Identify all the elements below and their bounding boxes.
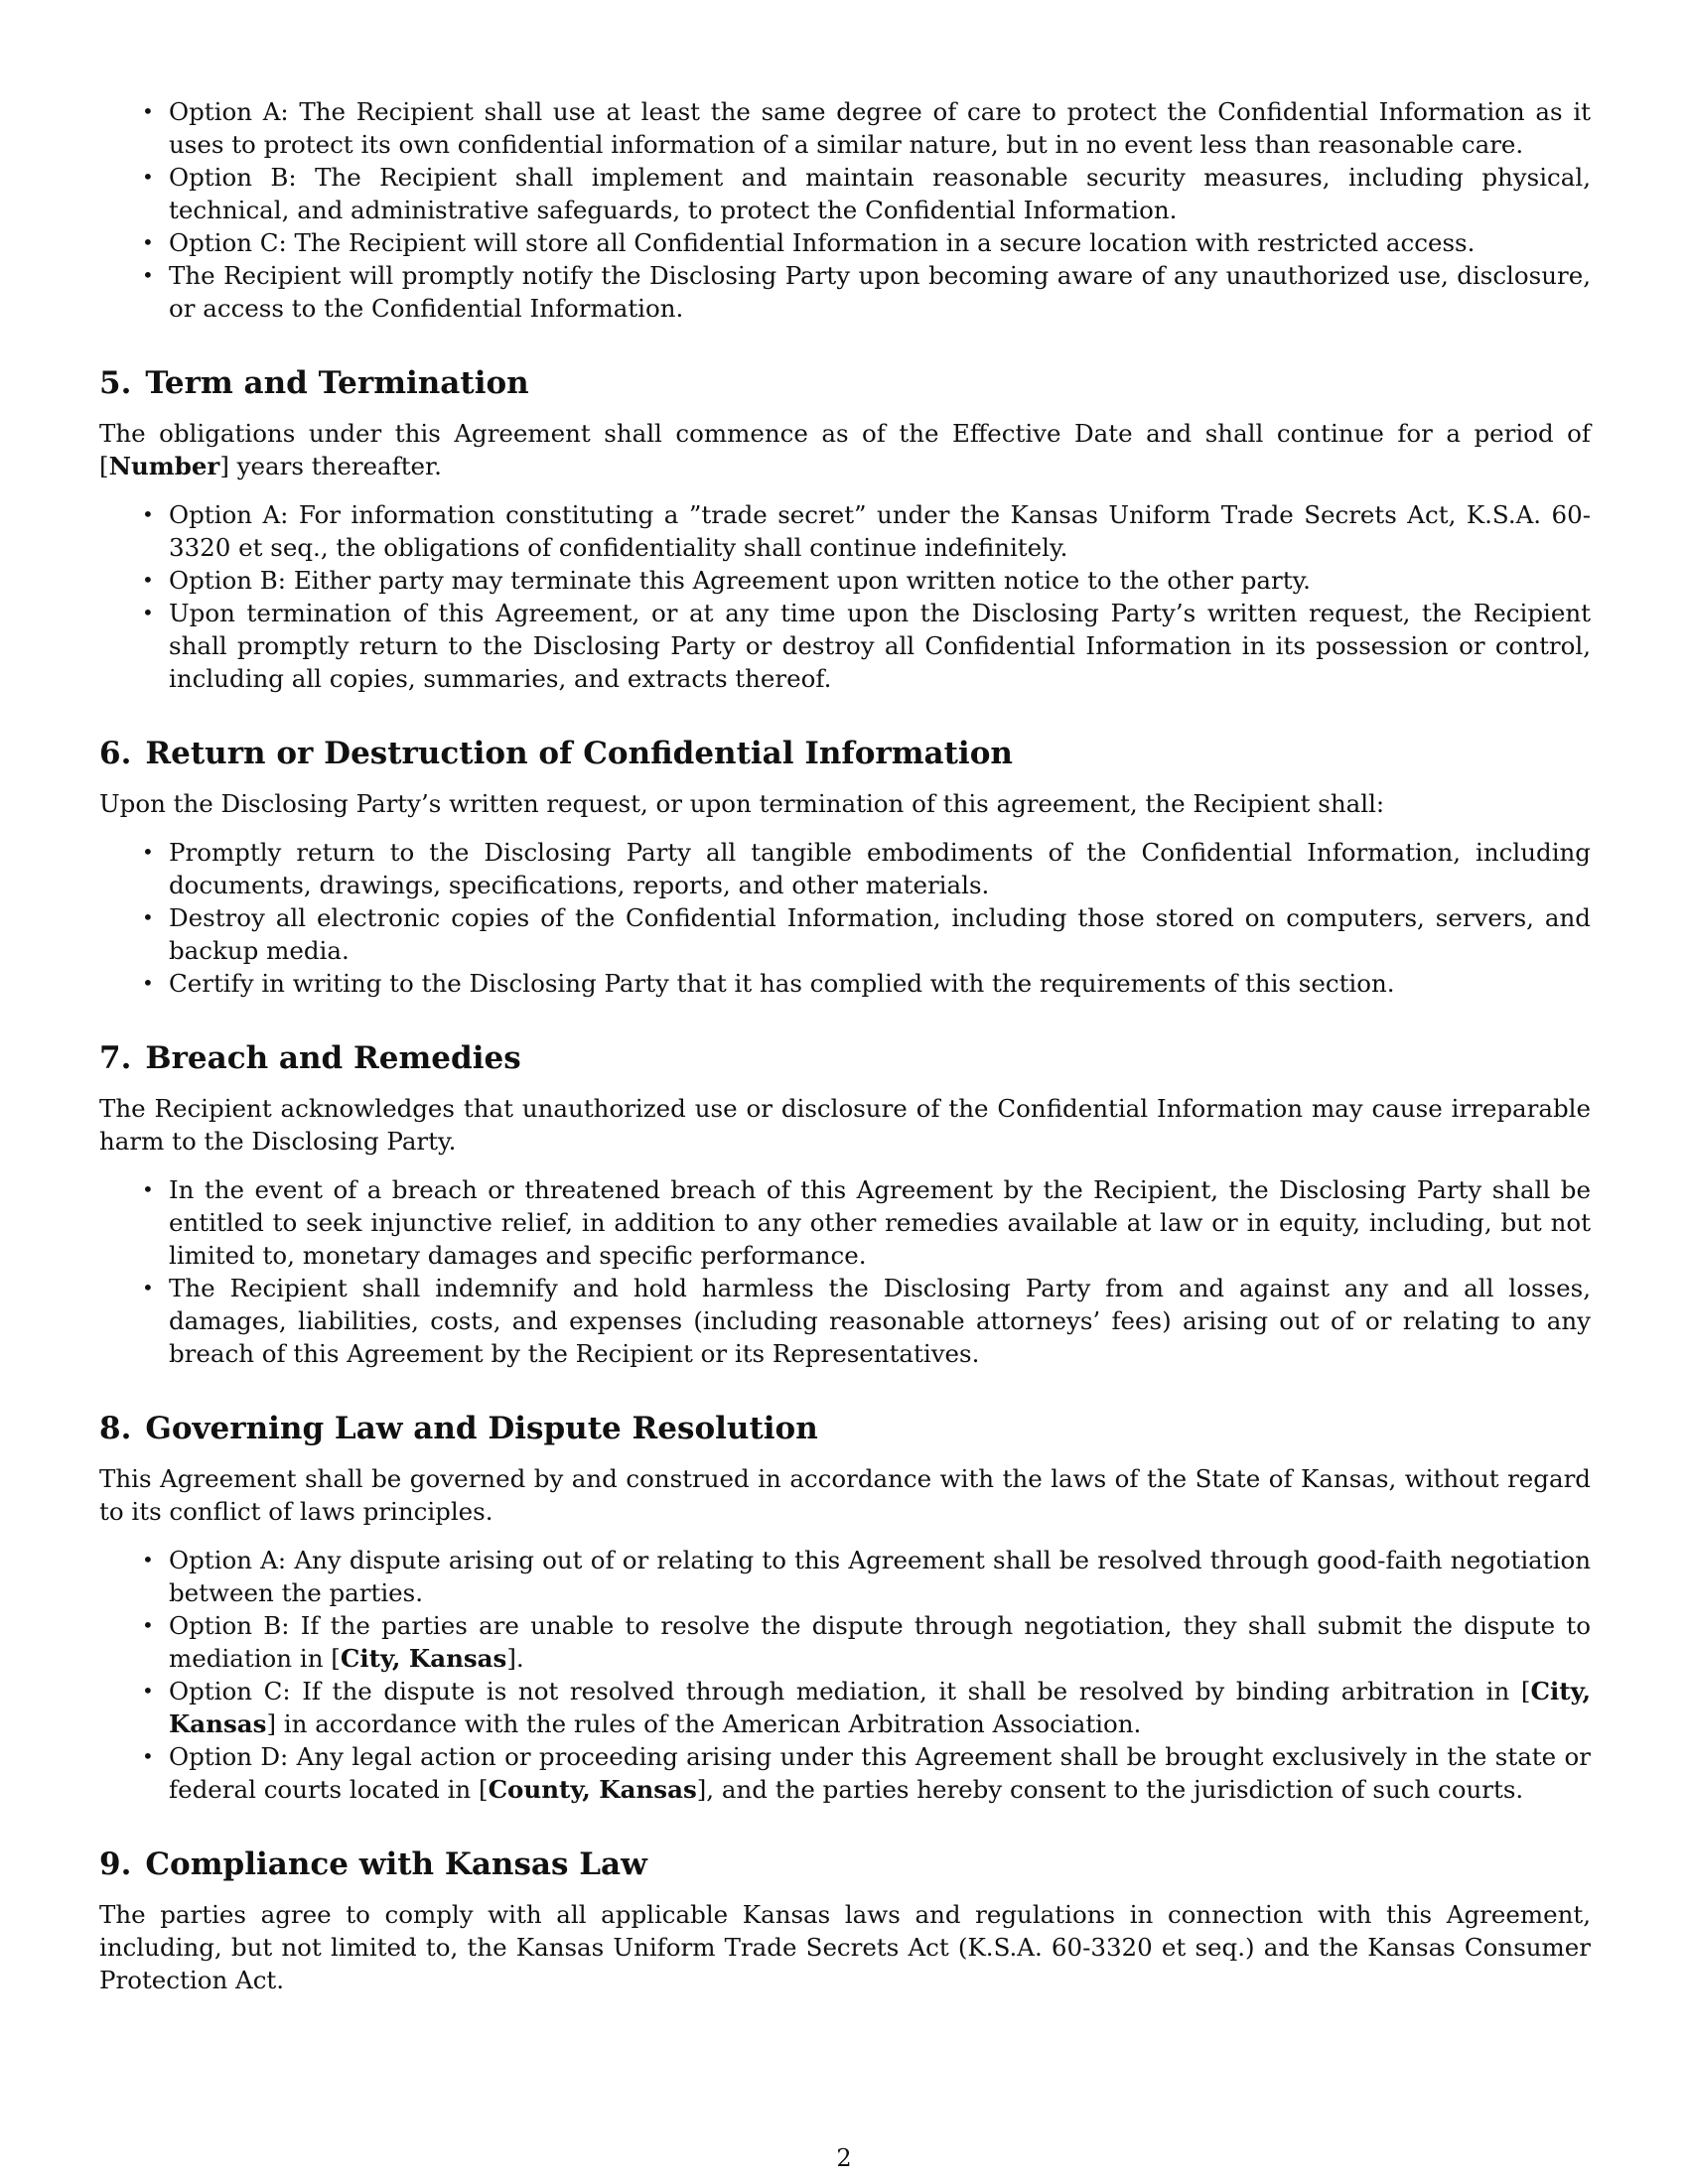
- section-term-termination: [99, 363, 1591, 695]
- list-item: [169, 1675, 1591, 1740]
- list-item: [169, 1609, 1591, 1675]
- termination-options-list: [99, 498, 1591, 695]
- section-number: 5.: [99, 365, 132, 401]
- list-item: • In the event of a breach or threatened breach of this Agreement by the Recipient, the Disclosing Party shall be entitled to seek injunctive relief, in addition to any other remedies available at law or in equity, including, but not limited to, monetary damages and specific performance.: [169, 1173, 1591, 1272]
- section-paragraph: Upon the Disclosing Party’s written request, or upon termination of this agreement, the Recipient shall:: [99, 789, 1385, 818]
- paragraph-text: ] years thereafter.: [219, 452, 442, 480]
- list-item: • Option A: For information constituting a ”trade secret” under the Kansas Uniform Trade Secrets Act, K.S.A. 60-3320 et seq., the obligations of confidentiality shall continue indefinitely.: [169, 498, 1591, 564]
- placeholder-city: City, Kansas: [169, 1677, 1591, 1738]
- list-item: • Destroy all electronic copies of the Confidential Information, including those stored on computers, servers, and backup media.: [169, 901, 1591, 967]
- section-return-destruction: [99, 734, 1591, 1000]
- security-options-list: [99, 95, 1591, 325]
- list-item: [169, 1740, 1591, 1806]
- section-title: Breach and Remedies: [145, 1040, 521, 1076]
- paragraph-text: The obligations under this Agreement shall commence as of the Effective Date and shall continue for a period of [: [99, 419, 1591, 480]
- section-breach-remedies: [99, 1038, 1591, 1370]
- list-item-text: ], and the parties hereby consent to the jurisdiction of such courts.: [696, 1775, 1524, 1804]
- section-heading: [99, 363, 1591, 403]
- section-heading: [99, 1844, 1591, 1884]
- document-page: [99, 95, 1591, 2012]
- page-number: 2: [836, 2144, 852, 2172]
- list-item: • Option B: Either party may terminate this Agreement upon written notice to the other party.: [169, 564, 1591, 597]
- section-title: Compliance with Kansas Law: [145, 1846, 647, 1882]
- return-obligations-list: [99, 836, 1591, 1000]
- list-item: • Option B: The Recipient shall implement and maintain reasonable security measures, including physical, technical, and administrative safeguards, to protect the Confidential Information.: [169, 161, 1591, 226]
- dispute-options-list: [99, 1544, 1591, 1806]
- list-item: • Upon termination of this Agreement, or at any time upon the Disclosing Party’s written request, the Recipient shall promptly return to the Disclosing Party or destroy all Confidential Information in its possession or control, including all copies, summaries, and extracts thereof.: [169, 597, 1591, 695]
- list-item: • Option A: The Recipient shall use at least the same degree of care to protect the Confidential Information as it uses to protect its own confidential information of a similar nature, but in no event less than reasonable care.: [169, 95, 1591, 161]
- section-governing-law: [99, 1409, 1591, 1806]
- section-title: Return or Destruction of Confidential Information: [145, 736, 1013, 771]
- section-heading: [99, 1409, 1591, 1448]
- section-number: 7.: [99, 1040, 132, 1076]
- list-item-text: ] in accordance with the rules of the American Arbitration Association.: [266, 1709, 1142, 1738]
- placeholder-number: Number: [108, 452, 220, 480]
- section-number: 9.: [99, 1846, 132, 1882]
- section-paragraph: The parties agree to comply with all applicable Kansas laws and regulations in connection with this Agreement, including, but not limited to, the Kansas Uniform Trade Secrets Act (K.S.A. 60-3320 et seq.) and the Kansas Consumer Protection Act.: [99, 1900, 1591, 1994]
- list-item-text: Option D: Any legal action or proceeding arising under this Agreement shall be brought exclusively in the state or federal courts located in [: [169, 1742, 1591, 1804]
- placeholder-county: County, Kansas: [488, 1775, 697, 1804]
- list-item: • The Recipient will promptly notify the Disclosing Party upon becoming aware of any unauthorized use, disclosure, or access to the Confidential Information.: [169, 259, 1591, 325]
- section-heading: [99, 1038, 1591, 1078]
- section-paragraph: [99, 417, 1591, 482]
- list-item: • Option C: The Recipient will store all Confidential Information in a secure location with restricted access.: [169, 226, 1591, 259]
- placeholder-city: City, Kansas: [340, 1644, 507, 1673]
- section-title: Term and Termination: [145, 365, 529, 401]
- list-item-text: ].: [506, 1644, 524, 1673]
- section-title: Governing Law and Dispute Resolution: [145, 1411, 818, 1446]
- section-number: 8.: [99, 1411, 132, 1446]
- list-item-text: Option C: If the dispute is not resolved through mediation, it shall be resolved by binding arbitration in [: [169, 1677, 1531, 1706]
- section-paragraph: This Agreement shall be governed by and construed in accordance with the laws of the State of Kansas, without regard to its conflict of laws principles.: [99, 1464, 1591, 1526]
- section-paragraph: The Recipient acknowledges that unauthorized use or disclosure of the Confidential Information may cause irreparable harm to the Disclosing Party.: [99, 1094, 1591, 1156]
- section-heading: [99, 734, 1591, 773]
- section-kansas-compliance: [99, 1844, 1591, 1996]
- list-item: • Option A: Any dispute arising out of or relating to this Agreement shall be resolved through good-faith negotiation between the parties.: [169, 1544, 1591, 1609]
- list-item-text: Option B: If the parties are unable to resolve the dispute through negotiation, they shall submit the dispute to mediation in [: [169, 1611, 1591, 1673]
- list-item: • Certify in writing to the Disclosing Party that it has complied with the requirements of this section.: [169, 967, 1591, 1000]
- section-number: 6.: [99, 736, 132, 771]
- list-item: • The Recipient shall indemnify and hold harmless the Disclosing Party from and against any and all losses, damages, liabilities, costs, and expenses (including reasonable attorneys’ fees) arising out of or relating to any breach of this Agreement by the Recipient or its Representatives.: [169, 1272, 1591, 1370]
- remedies-list: [99, 1173, 1591, 1370]
- list-item: • Promptly return to the Disclosing Party all tangible embodiments of the Confidential Information, including documents, drawings, specifications, reports, and other materials.: [169, 836, 1591, 901]
